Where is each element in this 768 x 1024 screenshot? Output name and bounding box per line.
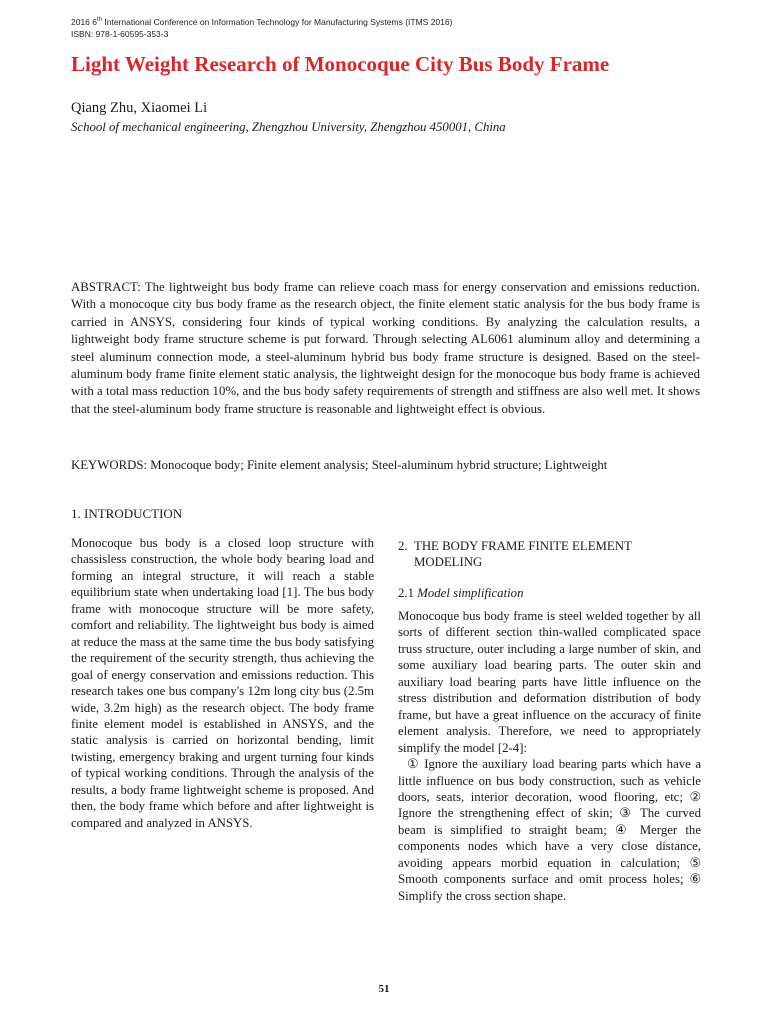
abstract: ABSTRACT: The lightweight bus body frame can relieve coach mass for energy conservation and emissions reduction. With a monocoque city bus body frame as the research object, the finite element static analysis for the bus body frame is carried in ANSYS, considering four kinds of typical working conditions. By analyzing the calculation results, a lightweight body frame structure scheme is put forward. Through selecting AL6061 aluminum alloy and determining a steel aluminum connection mode, a steel-aluminum hybrid bus body frame structure is designed. Based on the steel-aluminum body frame finite element static analysis, the lightweight design for the monocoque bus body frame is achieved with a total mass reduction 10%, and the bus body safety requirements of strength and stiffness are also well met. It shows that the steel-aluminum body frame structure is reasonable and lightweight effect is obvious. — [71, 280, 700, 416]
section-heading-introduction: 1. INTRODUCTION — [71, 506, 183, 521]
model-simplification-body — [398, 608, 701, 904]
conference-header-sup: th — [97, 17, 103, 24]
paper-authors: Qiang Zhu, Xiaomei Li — [71, 100, 208, 116]
subsection-number: 2.1 — [398, 586, 414, 600]
section-heading-line2: MODELING — [414, 555, 483, 569]
section-heading-modeling — [398, 538, 701, 570]
isbn-line: ISBN: 978-1-60595-353-3 — [71, 29, 169, 39]
model-simplification-text: Monocoque bus body frame is steel welded together by all sorts of different section thin-walled complicated space truss structure, outer including a large number of skin, and some auxiliary load bearing parts. The outer skin and auxiliary load bearing parts have little influence on the stress distribution and deformation distribution of body frame, but have a great influence on the accuracy of finite element analysis. Therefore, we need to appropriately simplify the model [2-4]: — [398, 609, 701, 755]
section-heading-line1: THE BODY FRAME FINITE ELEMENT — [414, 539, 632, 553]
paper-affiliation: School of mechanical engineering, Zhengzhou University, Zhengzhou 450001, China — [71, 120, 506, 134]
conference-header — [71, 17, 452, 28]
section-number: 2. — [398, 539, 408, 553]
keywords: KEYWORDS: Monocoque body; Finite element analysis; Steel-aluminum hybrid structure; Lightweight — [71, 458, 608, 472]
conference-header-post: International Conference on Information Technology for Manufacturing Systems (ITMS 2016) — [102, 17, 453, 27]
page-number: 51 — [378, 983, 390, 995]
simplification-list: ① Ignore the auxiliary load bearing parts which have a little influence on bus body construction, such as vehicle doors, seats, interior decoration, wood flooring, etc; ② Ignore the strengthening effect of skin; ③ The curved beam is simplified to straight beam; ④ Merger the components nodes which have a very close distance, avoiding appears morbid equation in calculation; ⑤ Smooth components surface and omit process holes; ⑥ Simplify the cross section shape. — [398, 757, 701, 903]
paper-title: Light Weight Research of Monocoque City Bus Body Frame — [71, 52, 610, 76]
subsection-heading — [398, 586, 523, 601]
conference-header-pre: 2016 6 — [71, 17, 97, 27]
introduction-text: Monocoque bus body is a closed loop structure with chassisless construction, the whole body bearing load and forming an integral structure, it will reach a stable equilibrium state when undertaking load [1]. The bus body frame with monocoque structure will be more safety, comfort and reliability. The lightweight bus body is aimed at reduce the mass at the same time the bus body satisfying the requirement of the security strength, thus achieving the goal of energy conservation and emissions reduction. This research takes one bus company's 12m long city bus (2.5m wide, 3.2m high) as the research object. The body frame finite element model is established in ANSYS, and the static analysis is carried on horizontal bending, limit twisting, emergency braking and urgent turning four kinds of typical working conditions. Through the analysis of the results, a body frame lightweight scheme is proposed. And then, the body frame which before and after lightweight is compared and analyzed in ANSYS. — [71, 536, 374, 830]
subsection-title: Model simplification — [417, 586, 524, 600]
